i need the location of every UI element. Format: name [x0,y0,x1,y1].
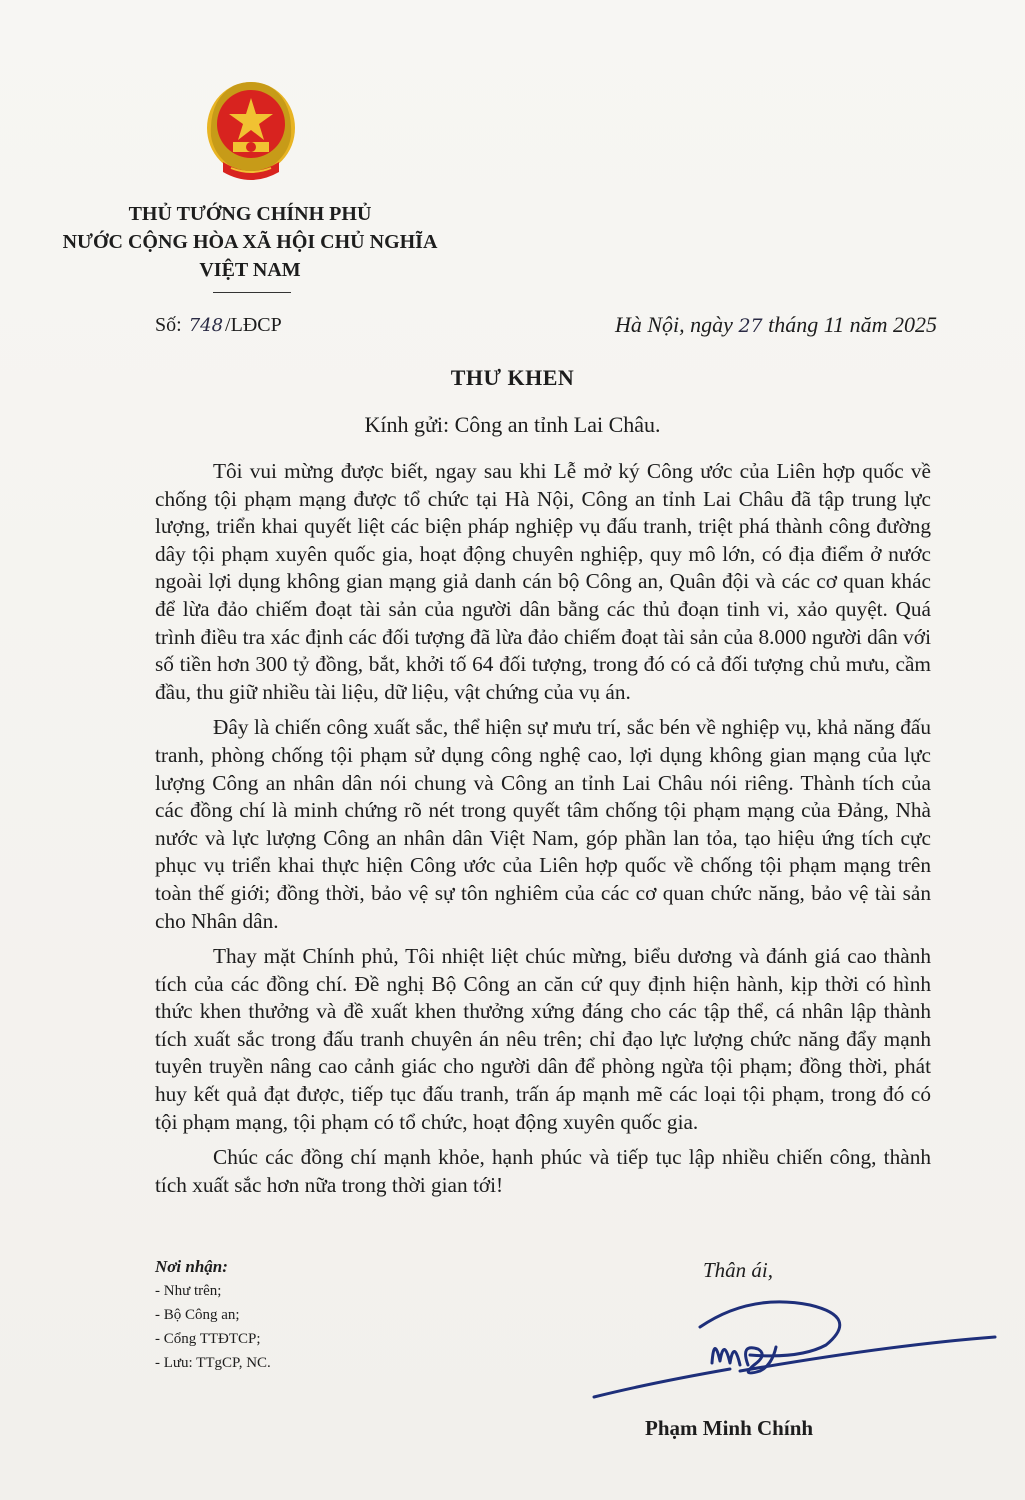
signer-name: Phạm Minh Chính [645,1416,814,1440]
issuer-line: VIỆT NAM [199,259,301,281]
recipient-item: - Như trên; [155,1283,222,1299]
recipients-block [155,1255,271,1375]
date-day-handwritten: 27 [738,315,763,337]
recipient-item: - Cổng TTĐTCP; [155,1331,261,1347]
document-number [155,314,282,337]
issuer-line: THỦ TƯỚNG CHÍNH PHỦ [128,203,372,225]
doc-number-prefix: Số: [155,314,182,336]
date-line [615,312,937,338]
issuer-divider [213,292,291,293]
recipient-item: - Lưu: TTgCP, NC. [155,1355,271,1371]
doc-number-suffix: /LĐCP [225,314,282,336]
handwritten-signature [590,1285,1000,1415]
recipients-title: Nơi nhận: [155,1257,228,1276]
national-emblem-icon [203,76,299,188]
closing-phrase: Thân ái, [703,1258,774,1282]
issuer-line: NƯỚC CỘNG HÒA XÃ HỘI CHỦ NGHĨA [62,231,438,253]
salutation: Kính gửi: Công an tỉnh Lai Châu. [364,412,661,437]
body-paragraph: Thay mặt Chính phủ, Tôi nhiệt liệt chúc mừng, biểu dương và đánh giá cao thành tích của các đồng chí. Đề nghị Bộ Công an căn cứ quy định hiện hành, kịp thời có hình thức khen thưởng và đề xuất khen thưởng xứng đáng cho các tập thể, cá nhân lập thành tích xuất sắc trong đấu tranh chuyên án nêu trên; chỉ đạo lực lượng chức năng đẩy mạnh tuyên truyền nâng cao cảnh giác cho người dân để phòng ngừa tội phạm; đồng thời, phát huy kết quả đạt được, tiếp tục đấu tranh, trấn áp mạnh mẽ các loại tội phạm, trong đó có tội phạm mạng, tội phạm có tổ chức, hoạt động xuyên quốc gia. [155,944,931,1134]
issuing-authority [40,200,460,284]
body-paragraph: Tôi vui mừng được biết, ngay sau khi Lễ mở ký Công ước của Liên hợp quốc về chống tội phạm mạng được tổ chức tại Hà Nội, Công an tỉnh Lai Châu đã tập trung lực lượng, triển khai quyết liệt các biện pháp nghiệp vụ đấu tranh, triệt phá thành công đường dây tội phạm xuyên quốc gia, hoạt động chuyên nghiệp, quy mô lớn, có địa điểm ở nước ngoài lợi dụng không gian mạng giả danh cán bộ Công an, Quân đội và các cơ quan khác để lừa đảo chiếm đoạt tài sản của người dân bằng các thủ đoạn tinh vi, xảo quyệt. Quá trình điều tra xác định các đối tượng đã lừa đảo chiếm đoạt tài sản của 8.000 người dân với số tiền hơn 300 tỷ đồng, bắt, khởi tố 64 đối tượng, trong đó có cả đối tượng chủ mưu, cầm đầu, thu giữ nhiều tài liệu, dữ liệu, vật chứng của vụ án. [155,459,931,704]
date-suffix: tháng 11 năm 2025 [768,312,937,337]
date-prefix: Hà Nội, ngày [614,312,733,337]
recipient-item: - Bộ Công an; [155,1307,240,1323]
body-paragraph: Đây là chiến công xuất sắc, thể hiện sự mưu trí, sắc bén về nghiệp vụ, khả năng đấu tranh, phòng chống tội phạm sử dụng công nghệ cao, lợi dụng không gian mạng của lực lượng Công an nhân dân nói chung và Công an tỉnh Lai Châu nói riêng. Thành tích của các đồng chí là minh chứng rõ nét trong quyết tâm chống tội phạm mạng của Đảng, Nhà nước và lực lượng Công an nhân dân Việt Nam, góp phần lan tỏa, tạo hiệu ứng tích cực phục vụ triển khai thực hiện Công ước của Liên hợp quốc về chống tội phạm mạng trên toàn thế giới; đồng thời, bảo vệ sự tôn nghiêm của các cơ quan chức năng, bảo vệ tài sản cho Nhân dân. [155,715,931,933]
body-paragraph: Chúc các đồng chí mạnh khỏe, hạnh phúc và tiếp tục lập nhiều chiến công, thành tích xuất sắc hơn nữa trong thời gian tới! [155,1145,931,1197]
letter-title: THƯ KHEN [450,365,575,390]
doc-number-handwritten: 748 [188,315,224,336]
letter-body [155,458,931,1207]
